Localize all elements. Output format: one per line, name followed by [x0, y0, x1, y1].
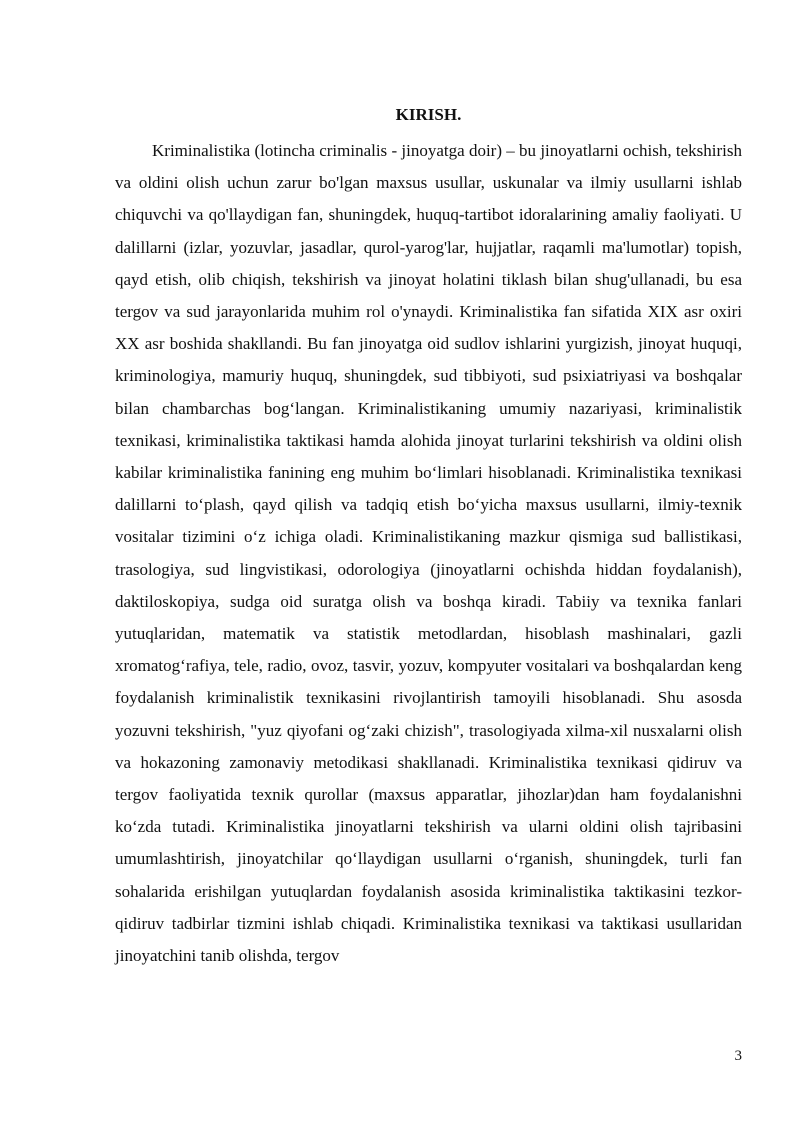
- page-number: 3: [734, 1048, 742, 1064]
- page-title: KIRISH.: [395, 105, 462, 124]
- body-paragraph: Kriminalistika (lotincha criminalis - jinoyatga doir) – bu jinoyatlarni ochish, tekshirish va oldini olish uchun zarur bo'lgan maxsus usullar, uskunalar va ilmiy usullarni ishlab chiquvchi va qo'llaydigan fan, shuningdek, huquq-tartibot idoralarining amaliy faoliyati. U dalillarni (izlar, yozuvlar, jasadlar, qurol-yarog'lar, hujjatlar, raqamli ma'lumotlar) topish, qayd etish, olib chiqish, tekshirish va jinoyat holatini tiklash bilan shug'ullanadi, bu esa tergov va sud jarayonlarida muhim rol o'ynaydi. Kriminalistika fan sifatida XIX asr oxiri XX asr boshida shakllandi. Bu fan jinoyatga oid sudlov ishlarini yurgizish, jinoyat huquqi, kriminologiya, mamuriy huquq, shuningdek, sud tibbiyoti, sud psixiatriyasi va boshqalar bilan chambarchas bog‘langan. Kriminalistikaning umumiy nazariyasi, kriminalistik texnikasi, kriminalistika taktikasi hamda alohida jinoyat turlarini tekshirish va oldini olish kabilar kriminalistika fanining eng muhim bo‘limlari hisoblanadi. Kriminalistika texnikasi dalillarni to‘plash, qayd qilish va tadqiq etish bo‘yicha maxsus usullarni, ilmiy-texnik vositalar tizimini o‘z ichiga oladi. Kriminalistikaning mazkur qismiga sud ballistikasi, trasologiya, sud lingvistikasi, odorologiya (jinoyatlarni ochishda hiddan foydalanish), daktiloskopiya, sudga oid suratga olish va boshqa kiradi. Tabiiy va texnika fanlari yutuqlaridan, matematik va statistik metodlardan, hisoblash mashinalari, gazli xromatog‘rafiya, tele, radio, ovoz, tasvir, yozuv, kompyuter vositalari va boshqalardan keng foydalanish kriminalistik texnikasini rivojlantirish tamoyili hisoblanadi. Shu asosda yozuvni tekshirish, "yuz qiyofani og‘zaki chizish", trasologiyada xilma-xil nusxalarni olish va hokazoning zamonaviy metodikasi shakllanadi. Kriminalistika texnikasi qidiruv va tergov faoliyatida texnik qurollar (maxsus apparatlar, jihozlar)dan ham foydalanishni ko‘zda tutadi. Kriminalistika jinoyatlarni tekshirish va ularni oldini olish tajribasini umumlashtirish, jinoyatchilar qo‘llaydigan usullarni o‘rganish, shuningdek, turli fan sohalarida erishilgan yutuqlardan foydalanish asosida kriminalistika taktikasini tezkor-qidiruv tadbirlar tizmini ishlab chiqadi. Kriminalistika texnikasi va taktikasi usullaridan jinoyatchini tanib olishda, tergov: [115, 141, 742, 966]
